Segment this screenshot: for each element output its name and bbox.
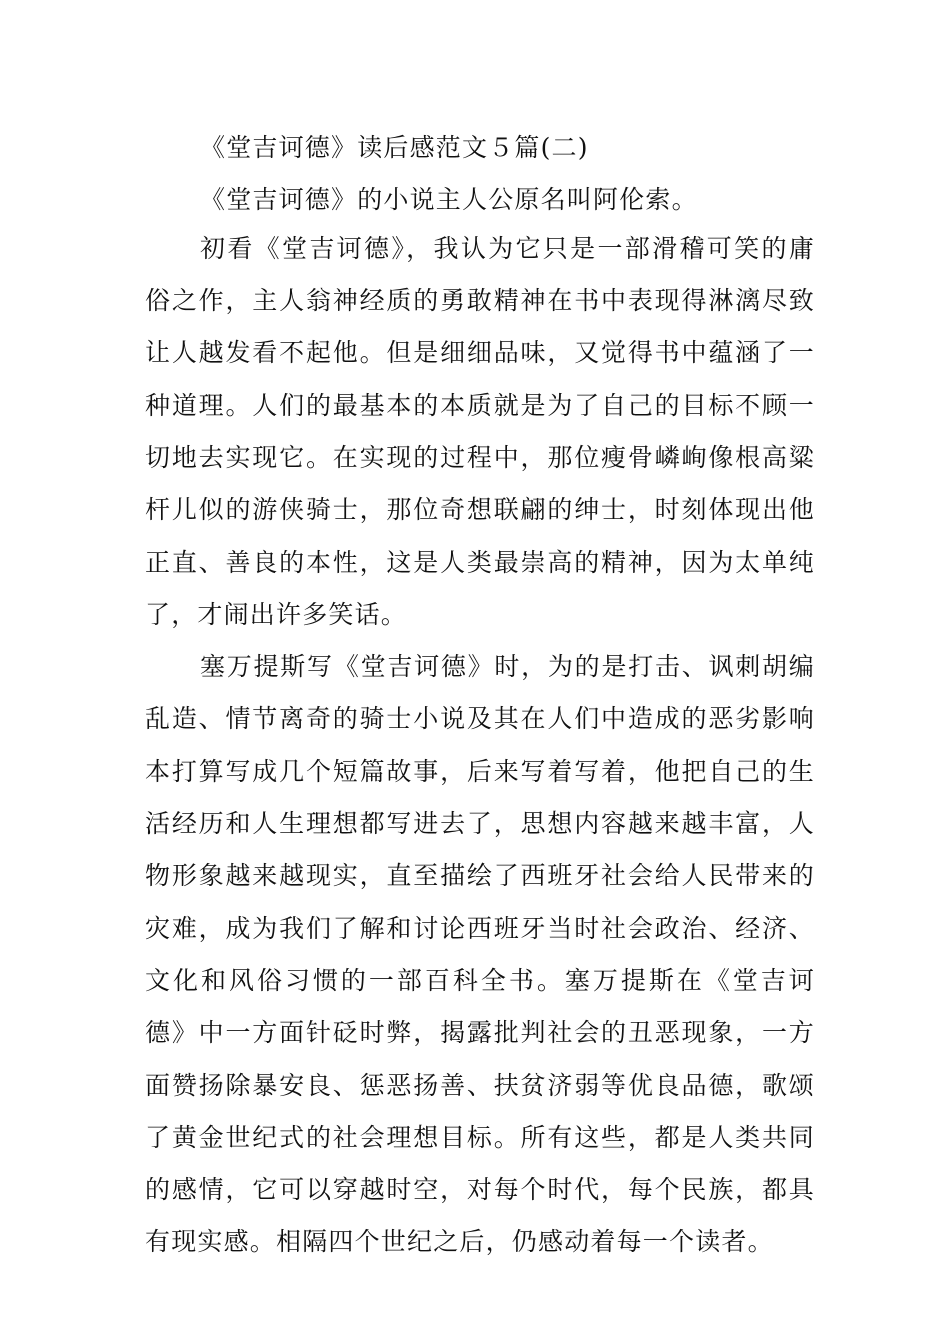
paragraph-line: 面赞扬除暴安良、惩恶扬善、扶贫济弱等优良品德，歌颂 xyxy=(145,1071,815,1100)
document-heading: 《堂吉诃德》读后感范文５篇(二) xyxy=(200,133,589,162)
paragraph-line: 了，才闹出许多笑话。 xyxy=(145,600,408,629)
paragraph-line: 塞万提斯写《堂吉诃德》时，为的是打击、讽刺胡编 xyxy=(200,652,815,681)
paragraph-line: 切地去实现它。在实现的过程中，那位瘦骨嶙峋像根高粱 xyxy=(145,443,815,472)
paragraph-line: 有现实感。相隔四个世纪之后，仍感动着每一个读者。 xyxy=(145,1227,774,1256)
paragraph-line: 了黄金世纪式的社会理想目标。所有这些，都是人类共同 xyxy=(145,1123,815,1152)
paragraph-line: 德》中一方面针砭时弊，揭露批判社会的丑恶现象，一方 xyxy=(145,1018,815,1047)
paragraph-line: 活经历和人生理想都写进去了，思想内容越来越丰富，人 xyxy=(145,809,815,838)
paragraph-line: 正直、善良的本性，这是人类最崇高的精神，因为太单纯 xyxy=(145,548,815,577)
paragraph-line: 杆儿似的游侠骑士，那位奇想联翩的绅士，时刻体现出他 xyxy=(145,495,815,524)
paragraph-line: 俗之作，主人翁神经质的勇敢精神在书中表现得淋漓尽致 xyxy=(145,286,815,315)
paragraph-line: 物形象越来越现实，直至描绘了西班牙社会给人民带来的 xyxy=(145,861,815,890)
paragraph-line: 初看《堂吉诃德》，我认为它只是一部滑稽可笑的庸 xyxy=(200,234,815,263)
paragraph-line: 乱造、情节离奇的骑士小说及其在人们中造成的恶劣影响 xyxy=(145,704,815,733)
paragraph-line: 文化和风俗习惯的一部百科全书。塞万提斯在《堂吉诃 xyxy=(145,966,815,995)
paragraph-line: 让人越发看不起他。但是细细品味，又觉得书中蕴涵了一 xyxy=(145,338,815,367)
paragraph-line: 本打算写成几个短篇故事，后来写着写着，他把自己的生 xyxy=(145,757,815,786)
intro-line: 《堂吉诃德》的小说主人公原名叫阿伦索。 xyxy=(200,185,698,214)
paragraph-line: 灾难，成为我们了解和讨论西班牙当时社会政治、经济、 xyxy=(145,914,815,943)
paragraph-line: 的感情，它可以穿越时空，对每个时代，每个民族，都具 xyxy=(145,1175,815,1204)
paragraph-line: 种道理。人们的最基本的本质就是为了自己的目标不顾一 xyxy=(145,391,815,420)
